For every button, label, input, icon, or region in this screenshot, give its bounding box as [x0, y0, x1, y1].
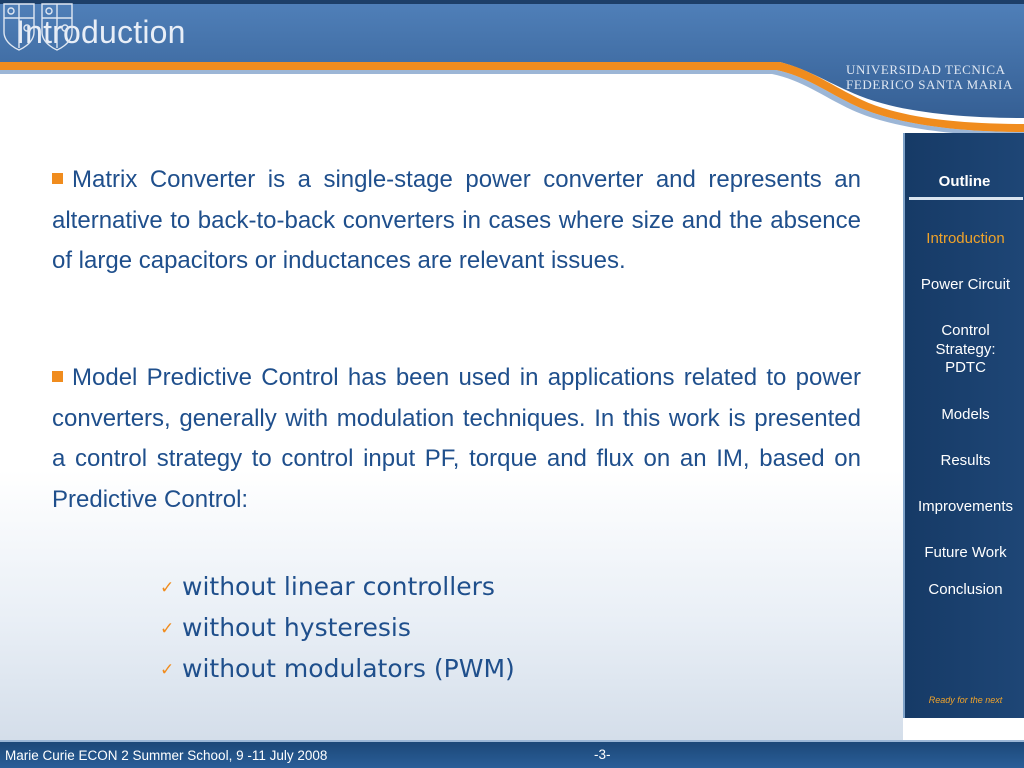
event-caption: Marie Curie ECON 2 Summer School, 9 -11 July 2008 — [5, 748, 328, 763]
outline-item-power-circuit[interactable]: Power Circuit — [920, 276, 1011, 293]
checklist-item — [160, 566, 515, 607]
checklist-item — [160, 607, 515, 648]
outline-item-future-work[interactable]: Future Work — [924, 544, 1007, 561]
checklist-item-label: without modulators (PWM) — [182, 654, 515, 683]
university-name-line1: UNIVERSIDAD TECNICA — [846, 62, 1006, 77]
outline-item-conclusion[interactable]: Conclusion — [928, 581, 1003, 598]
outline-item-results[interactable]: Results — [940, 452, 991, 469]
checkmark-icon: ✓ — [160, 578, 175, 598]
checklist-item-label: without linear controllers — [182, 572, 495, 601]
outline-sidebar — [903, 133, 1024, 718]
paragraph-text: Model Predictive Control has been used in applications related to power converters, generally with modulation techniques. In this work is presented a control strategy to control input PF, torque and flux on an IM, based on Predictive Control: — [52, 364, 861, 513]
outline-heading: Outline — [938, 173, 991, 190]
square-bullet-icon — [52, 371, 63, 382]
checkmark-icon: ✓ — [160, 660, 175, 680]
page-title: Introduction — [16, 14, 186, 50]
checklist-item-label: without hysteresis — [182, 613, 411, 642]
outline-item-improvements[interactable]: Improvements — [917, 498, 1014, 515]
paragraph-matrix-converter — [52, 160, 861, 282]
checklist-item — [160, 648, 515, 689]
paragraph-predictive-control — [52, 358, 861, 520]
page-number: -3- — [594, 747, 611, 762]
outline-item-introduction[interactable]: Introduction — [926, 230, 1005, 247]
outline-divider — [909, 197, 1023, 200]
checkmark-icon: ✓ — [160, 619, 175, 639]
university-crest-icon — [0, 0, 76, 54]
university-name-line2: FEDERICO SANTA MARIA — [846, 77, 1013, 92]
slide-footer — [0, 740, 1024, 768]
slide-header — [0, 0, 1024, 140]
square-bullet-icon — [52, 173, 63, 184]
outline-item-models[interactable]: Models — [941, 406, 990, 423]
ready-note: Ready for the next — [928, 695, 1003, 705]
outline-item-control-strategy[interactable]: Control Strategy: PDTC — [935, 322, 996, 376]
checklist — [160, 566, 515, 689]
paragraph-text: Matrix Converter is a single-stage power converter and represents an alternative to back-to-back converters in cases where size and the absence of large capacitors or inductances are relevant issues. — [52, 166, 861, 274]
